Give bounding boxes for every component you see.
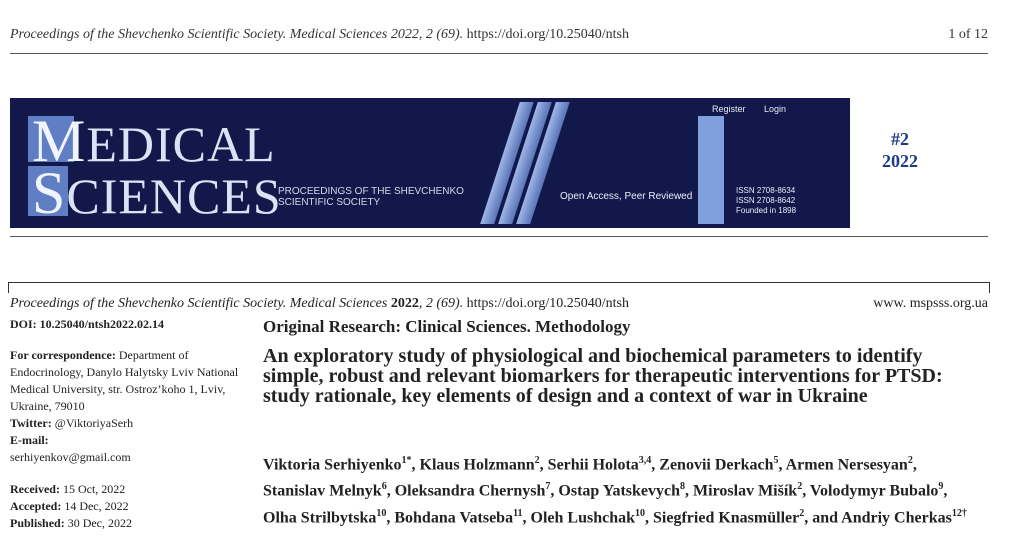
author-separator: ,	[778, 456, 786, 474]
received-date: 15 Oct, 2022	[62, 482, 126, 496]
journal-year: 2022	[390, 296, 419, 311]
author-name: Bohdana Vatseba	[394, 508, 514, 526]
author-separator: ,	[912, 456, 917, 474]
author-affiliation: 2	[797, 481, 803, 493]
running-header	[10, 27, 629, 43]
author-affiliation: 5	[773, 455, 779, 466]
author-affiliation: 6	[381, 481, 387, 493]
author-name: Viktoria Serhiyenko	[263, 456, 402, 474]
twitter-handle[interactable]: @ViktoriyaSerh	[54, 416, 134, 430]
register-link[interactable]: Register	[712, 104, 746, 114]
correspondence	[10, 347, 250, 466]
published-date: 30 Dec, 2022	[67, 516, 133, 530]
email-address[interactable]: serhiyenkov@gmail.com	[10, 450, 131, 464]
journal-volume: , 2 (69).	[418, 296, 464, 311]
journal-banner	[10, 98, 850, 228]
banner-subtitle: PROCEEDINGS OF THE SHEVCHENKO SCIENTIFIC SOCIETY	[278, 186, 464, 208]
author-name: Serhii Holota	[547, 456, 639, 474]
author-separator: ,	[411, 456, 420, 474]
author-name: Miroslav Mišík	[693, 482, 798, 500]
author-name: Olha Strilbytska	[263, 508, 377, 526]
founded-year: Founded in 1898	[736, 206, 797, 215]
author-affiliation: 10	[376, 507, 387, 519]
author-separator: ,	[645, 508, 654, 526]
login-link[interactable]: Login	[764, 104, 787, 114]
author-affiliation: 2	[534, 455, 540, 466]
author-affiliation: 12†	[951, 507, 967, 519]
author-separator: ,	[522, 508, 531, 526]
article-section: Original Research: Clinical Sciences. Methodology	[263, 317, 631, 336]
accepted-label: Accepted:	[10, 499, 62, 513]
author-name: Volodymyr Bubalo	[809, 482, 939, 500]
author-affiliation: 10	[635, 507, 646, 519]
author-name: Klaus Holzmann	[419, 456, 535, 474]
author-separator: ,	[539, 456, 548, 474]
author-name: Andriy Cherkas	[841, 508, 952, 526]
author-separator: ,	[386, 482, 395, 500]
author-name: Stanislav Melnyk	[263, 482, 382, 500]
header-divider	[10, 53, 988, 54]
author-separator: ,	[943, 482, 948, 500]
issn-print: ISSN 2708-8634	[736, 186, 796, 195]
website-link[interactable]: www. mspsss.org.ua	[873, 296, 988, 311]
received-label: Received:	[10, 482, 60, 496]
author-name: Zenovii Derkach	[659, 456, 774, 474]
journal-name: Proceedings of the Shevchenko Scientific Society. Medical Sciences	[10, 296, 388, 311]
author-affiliation: 3,4	[638, 455, 652, 466]
article-doi: DOI: 10.25040/ntsh2022.02.14	[10, 317, 165, 331]
page-frame	[8, 282, 990, 293]
author-separator: , and	[804, 508, 842, 526]
issue-no: #2	[891, 129, 909, 149]
author-affiliation: 1*	[401, 455, 412, 466]
issue-number	[870, 128, 930, 172]
dates	[10, 481, 250, 532]
doi-link[interactable]: https://doi.org/10.25040/ntsh	[466, 27, 629, 42]
issn-info	[736, 186, 796, 216]
decor-bar	[698, 116, 724, 224]
author-separator: ,	[550, 482, 559, 500]
author-name: Oleh Lushchak	[530, 508, 636, 526]
author-affiliation: 2	[907, 455, 913, 466]
correspondence-label: For correspondence:	[10, 348, 116, 362]
author-affiliation: 9	[938, 481, 944, 493]
correspondence-address: Department of Endocrinology, Danylo Halytsky Lviv National Medical University, str. Ostroz’koho 1, Lviv, Ukraine, 79010	[10, 348, 239, 413]
logo-medical: MEDICAL	[32, 108, 276, 174]
author-separator: ,	[651, 456, 660, 474]
article-title: An exploratory study of physiological and biochemical parameters to identify simple, robust and relevant biomarkers for therapeutic interventions for PTSD: study rationale, key elements of design and a context of war in Ukraine	[263, 345, 943, 407]
journal-citation: Proceedings of the Shevchenko Scientific Society. Medical Sciences 2022, 2 (69).	[10, 27, 464, 42]
article-running-header	[10, 296, 629, 312]
author-list	[263, 450, 973, 529]
page-indicator: 1 of 12	[948, 27, 988, 42]
twitter-label: Twitter:	[10, 416, 52, 430]
author-separator: ,	[685, 482, 694, 500]
banner-divider	[10, 236, 988, 237]
author-name: Ostap Yatskevych	[558, 482, 681, 500]
author-separator: ,	[386, 508, 395, 526]
author-affiliation: 2	[799, 507, 805, 519]
logo-sciences: SCIENCES	[32, 160, 282, 226]
accepted-date: 14 Dec, 2022	[64, 499, 129, 513]
author-affiliation: 8	[680, 481, 686, 493]
author-affiliation: 11	[513, 507, 523, 519]
author-name: Oleksandra Chernysh	[394, 482, 546, 500]
issn-online: ISSN 2708-8642	[736, 196, 796, 205]
author-affiliation: 7	[545, 481, 551, 493]
article-doi-link[interactable]: https://doi.org/10.25040/ntsh	[466, 296, 629, 311]
email-label: E-mail:	[10, 433, 49, 447]
issue-year: 2022	[882, 151, 918, 171]
open-access-label: Open Access, Peer Reviewed	[560, 191, 693, 202]
author-name: Armen Nersesyan	[785, 456, 908, 474]
author-separator: ,	[802, 482, 810, 500]
author-name: Siegfried Knasmüller	[653, 508, 800, 526]
published-label: Published:	[10, 516, 65, 530]
